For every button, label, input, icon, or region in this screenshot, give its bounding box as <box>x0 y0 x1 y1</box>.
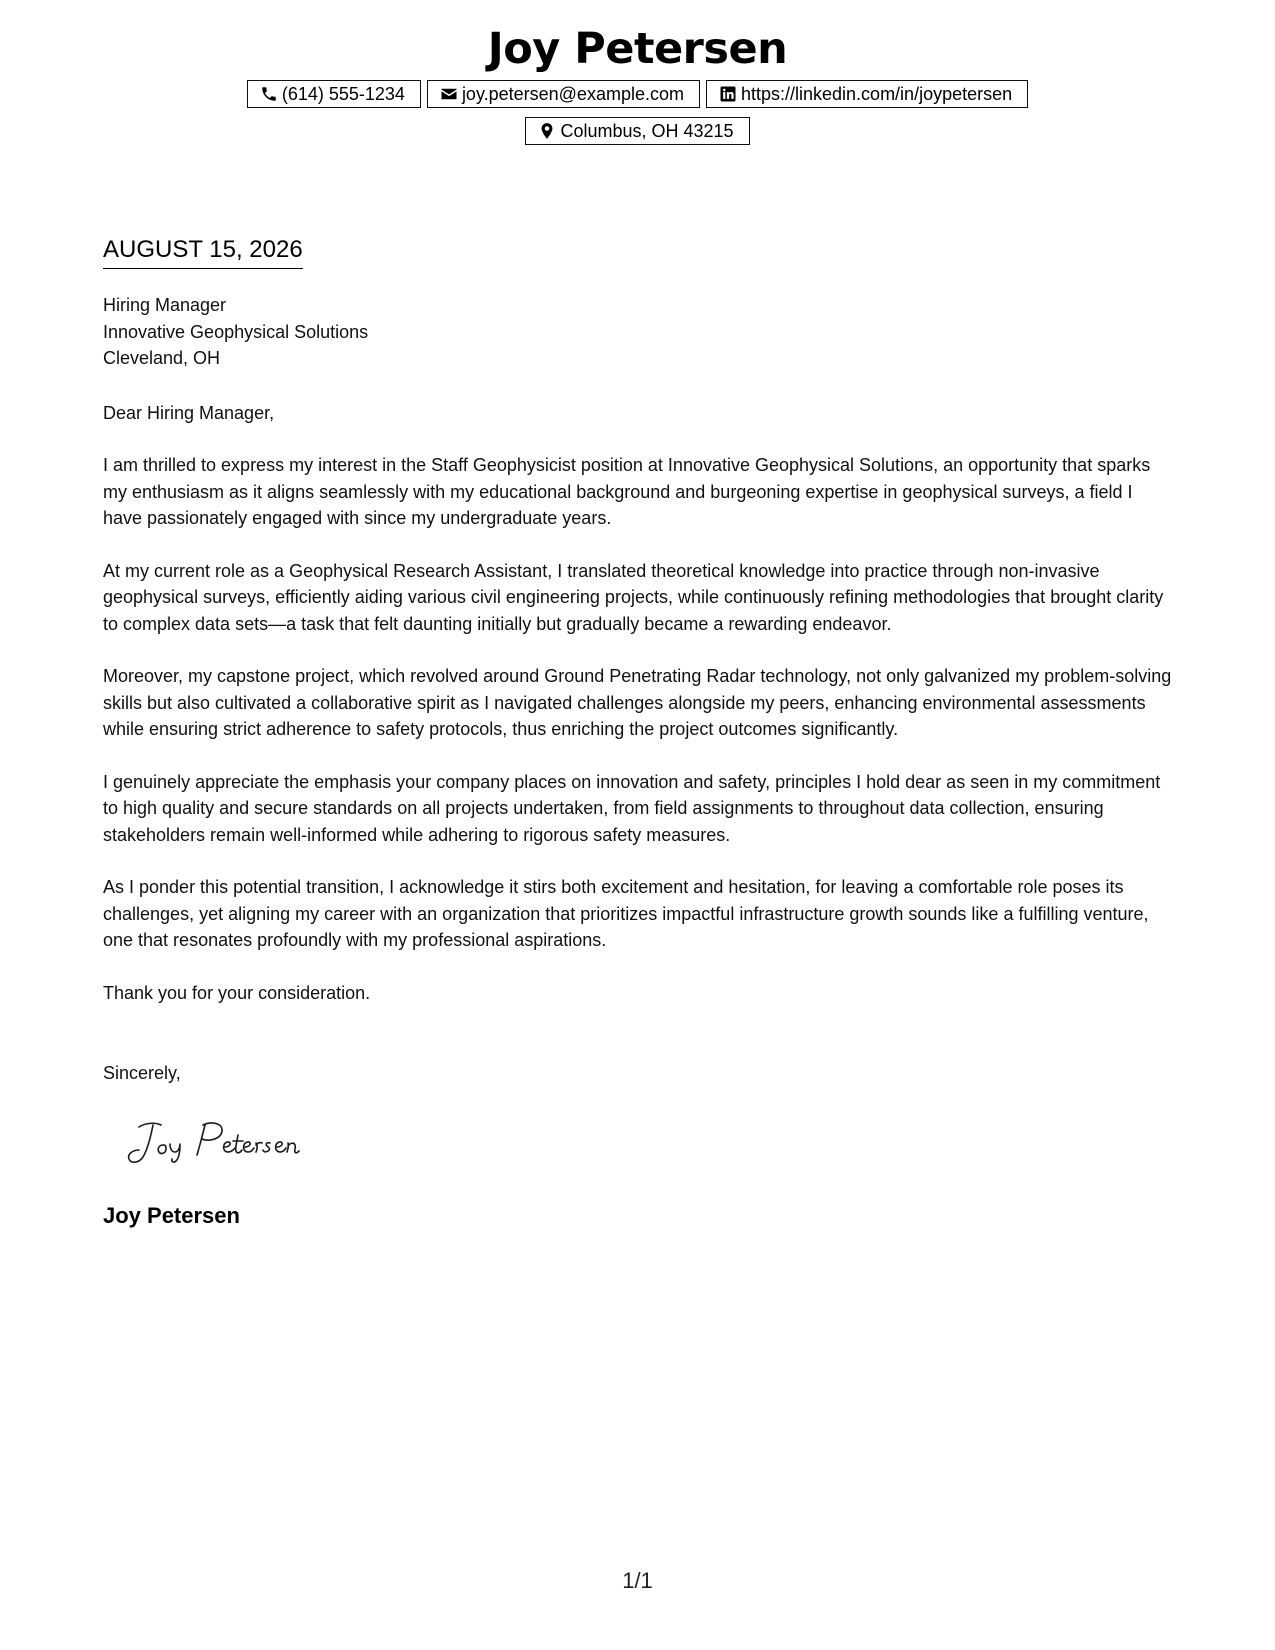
email-text: joy.petersen@example.com <box>461 83 684 104</box>
envelope-icon <box>440 85 458 103</box>
location-text: Columbus, OH 43215 <box>560 120 734 141</box>
letter-date: AUGUST 15, 2026 <box>103 235 303 269</box>
recipient-block <box>103 292 368 372</box>
body-paragraph: As I ponder this potential transition, I acknowledge it stirs both excitement and hesitation, for leaving a comfortable role poses its challenges, yet aligning my career with an organization that prioritizes impactful infrastructure growth sounds like a fulfilling venture, one that resonates profoundly with my professional aspirations. <box>103 877 1149 950</box>
body-paragraph: At my current role as a Geophysical Research Assistant, I translated theoretical knowledge into practice through non-invasive geophysical surveys, efficiently aiding various civil engineering projects, while continuously refining methodologies that brought clarity to complex data sets—a task that felt daunting initially but gradually became a rewarding endeavor. <box>103 560 1164 634</box>
body-paragraph: I am thrilled to express my interest in the Staff Geophysicist position at Innovative Geophysical Solutions, an opportunity that sparks my enthusiasm as it aligns seamlessly with my educational background and burgeoning expertise in geophysical surveys, a field I have passionately engaged with since my undergraduate years. <box>103 455 1151 528</box>
phone-icon <box>260 85 278 103</box>
applicant-name-heading: Joy Petersen <box>487 24 788 74</box>
signer-name: Joy Petersen <box>103 1203 240 1228</box>
linkedin-contact[interactable] <box>706 80 1028 108</box>
location-contact <box>525 117 749 145</box>
linkedin-text: https://linkedin.com/in/joypetersen <box>740 83 1013 104</box>
contact-info-row <box>0 80 1275 108</box>
closing: Sincerely, <box>103 1063 181 1083</box>
linkedin-icon <box>719 85 737 103</box>
phone-text: (614) 555-1234 <box>281 83 405 104</box>
body-paragraph: Moreover, my capstone project, which revolved around Ground Penetrating Radar technology, not only galvanized my problem-solving skills but also cultivated a collaborative spirit as I navigated challenges alongside my peers, enhancing environmental assessments while ensuring strict adherence to safety protocols, thus enriching the project outcomes significantly. <box>103 666 1172 739</box>
handwritten-signature <box>125 1115 345 1171</box>
thank-you-line: Thank you for your consideration. <box>103 982 371 1003</box>
phone-contact[interactable] <box>247 80 421 108</box>
salutation: Dear Hiring Manager, <box>103 403 275 423</box>
body-paragraph: I genuinely appreciate the emphasis your company places on innovation and safety, principles I hold dear as seen in my commitment to high quality and secure standards on all projects undertaken, from field assignments to throughout data collection, ensuring stakeholders remain well-informed while adhering to rigorous safety measures. <box>103 771 1161 845</box>
recipient-title: Hiring Manager <box>103 295 227 315</box>
email-contact[interactable] <box>427 80 700 108</box>
location-row <box>0 117 1275 145</box>
map-marker-icon <box>538 122 556 140</box>
recipient-location: Cleveland, OH <box>103 348 221 368</box>
recipient-company: Innovative Geophysical Solutions <box>103 321 369 342</box>
letter-body <box>103 452 1173 1032</box>
page-number: 1/1 <box>622 1568 653 1593</box>
